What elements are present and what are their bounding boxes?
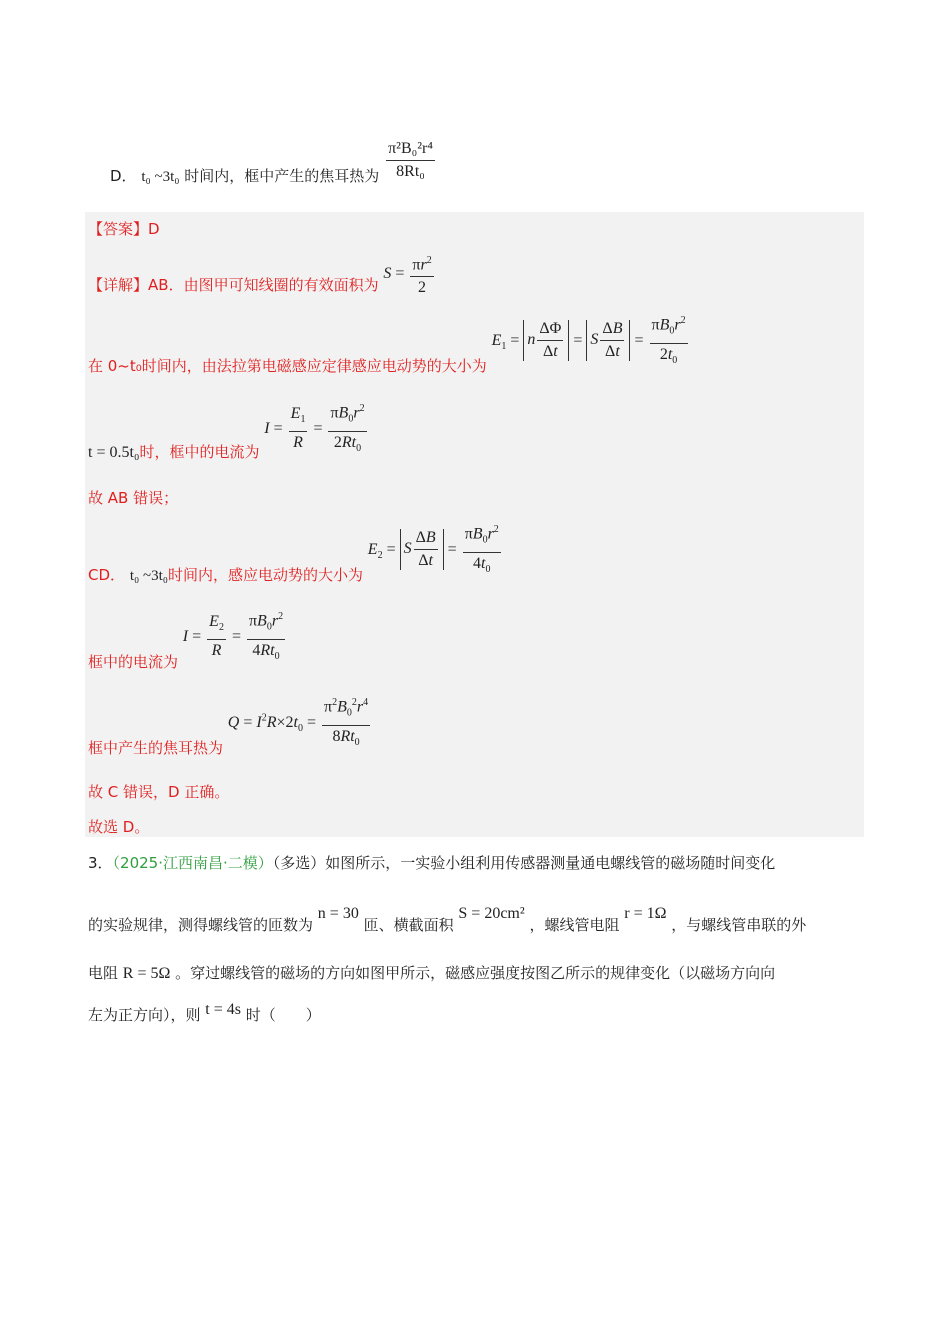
question-3-line-1 xyxy=(88,852,775,873)
detail-line-7-text: 框中产生的焦耳热为 xyxy=(88,738,224,757)
detail-line-6-text: 框中的电流为 xyxy=(88,652,179,671)
detail-line-8: 故 C 错误，D 正确。 xyxy=(88,783,230,801)
answer-line xyxy=(88,218,160,239)
detail-line-3-prefix: t = 0.5t₀ xyxy=(88,443,140,461)
question-3-text-4b: 时（ ） xyxy=(245,1006,321,1024)
option-d-formula-den: 8Rt₀ xyxy=(396,163,425,180)
question-3-text-2a: 的实验规律，测得螺线管的匝数为 xyxy=(88,916,314,934)
question-3-text-2b: 匝、横截面积 xyxy=(363,916,454,934)
detail-line-5-range: t₀ ~3t₀ xyxy=(129,567,168,584)
question-3-line-2 xyxy=(88,902,807,934)
question-3-text-4a: 左为正方向），则 xyxy=(88,1006,201,1024)
detail-line-5-equation: $E_2 = S$ $\frac{\Delta B}{\Delta t}$ = $\frac{\pi B_0r^2}{4t_0}$ xyxy=(368,541,503,558)
detail-line-2-text: 在 0~t₀时间内，由法拉第电磁感应定律感应电动势的大小为 xyxy=(88,356,487,375)
detail-line-1 xyxy=(88,252,436,297)
detail-line-3 xyxy=(88,400,369,461)
question-3-text-3b: 。穿过螺线管的磁场的方向如图甲所示，磁感应强度按图乙所示的规律变化（以磁场方向向 xyxy=(175,964,776,982)
question-3-line-4 xyxy=(88,998,321,1024)
detail-line-2-equation: $E_1 = n$ $\frac{\Delta\Phi}{\Delta t}$ = S $\frac{\Delta B}{\Delta t}$ = $\frac{\pi B_0r^2}{2t_0}$ xyxy=(492,332,690,349)
question-3-type: （多选） xyxy=(272,854,326,872)
question-3-s-value: S = 20cm² xyxy=(458,905,525,922)
answer-value: D xyxy=(148,220,160,238)
question-3-line-3 xyxy=(88,962,775,983)
question-3-text-2d: ，与螺线管串联的外 xyxy=(671,916,807,934)
question-3-t-value: t = 4s xyxy=(205,1001,241,1018)
question-3-text-1: 如图所示，一实验小组利用传感器测量通电螺线管的磁场随时间变化 xyxy=(325,854,776,872)
option-d-formula xyxy=(386,140,435,181)
question-3-number: 3． xyxy=(88,854,113,872)
question-3-r-value: r = 1Ω xyxy=(624,905,667,922)
option-d-label: D． xyxy=(110,167,137,185)
detail-line-6-equation: I = $\frac{E_2}{R}$ = $\frac{\pi B_0r^2}{4Rt_0}$ xyxy=(183,628,287,645)
detail-line-4: 故 AB 错误； xyxy=(88,489,179,507)
detail-line-2 xyxy=(88,312,690,375)
detail-line-3-equation: I = $\frac{E_1}{R}$ = $\frac{\pi B_0r^2}{2Rt_0}$ xyxy=(264,420,368,437)
detail-line-6 xyxy=(88,608,287,671)
detail-line-1-text: AB．由图甲可知线圈的有效面积为 xyxy=(148,276,379,295)
question-3-source: （2025·江西南昌·二模） xyxy=(112,854,273,872)
detail-line-5-text: 时间内，感应电动势的大小为 xyxy=(167,565,363,584)
detail-label: 【详解】 xyxy=(88,276,149,295)
detail-line-5-prefix: CD． xyxy=(88,565,126,584)
detail-line-9: 故选 D。 xyxy=(88,818,150,836)
question-3-n-value: n = 30 xyxy=(317,905,359,922)
question-3-text-2c: ，螺线管电阻 xyxy=(529,916,620,934)
option-d-formula-num: π²B₀²r⁴ xyxy=(386,140,435,161)
option-d-range: t₀ ~3t₀ xyxy=(141,169,180,185)
detail-line-5 xyxy=(88,521,503,584)
detail-line-1-equation: S = $\frac{\pi r^2}{2}$ xyxy=(383,265,435,282)
question-3-R-value: R = 5Ω xyxy=(122,965,171,982)
option-d xyxy=(110,130,437,185)
option-d-text: 时间内，框中产生的焦耳热为 xyxy=(184,167,380,185)
detail-line-3-text: 时，框中的电流为 xyxy=(139,442,260,461)
detail-line-7-equation: $Q = I^2R\times 2t_0$ = $\frac{\pi^2B_0^2r^4}{8Rt_0}$ xyxy=(228,714,372,731)
detail-line-7 xyxy=(88,694,372,757)
answer-label: 【答案】 xyxy=(88,220,149,238)
question-3-text-3a: 电阻 xyxy=(88,964,119,982)
